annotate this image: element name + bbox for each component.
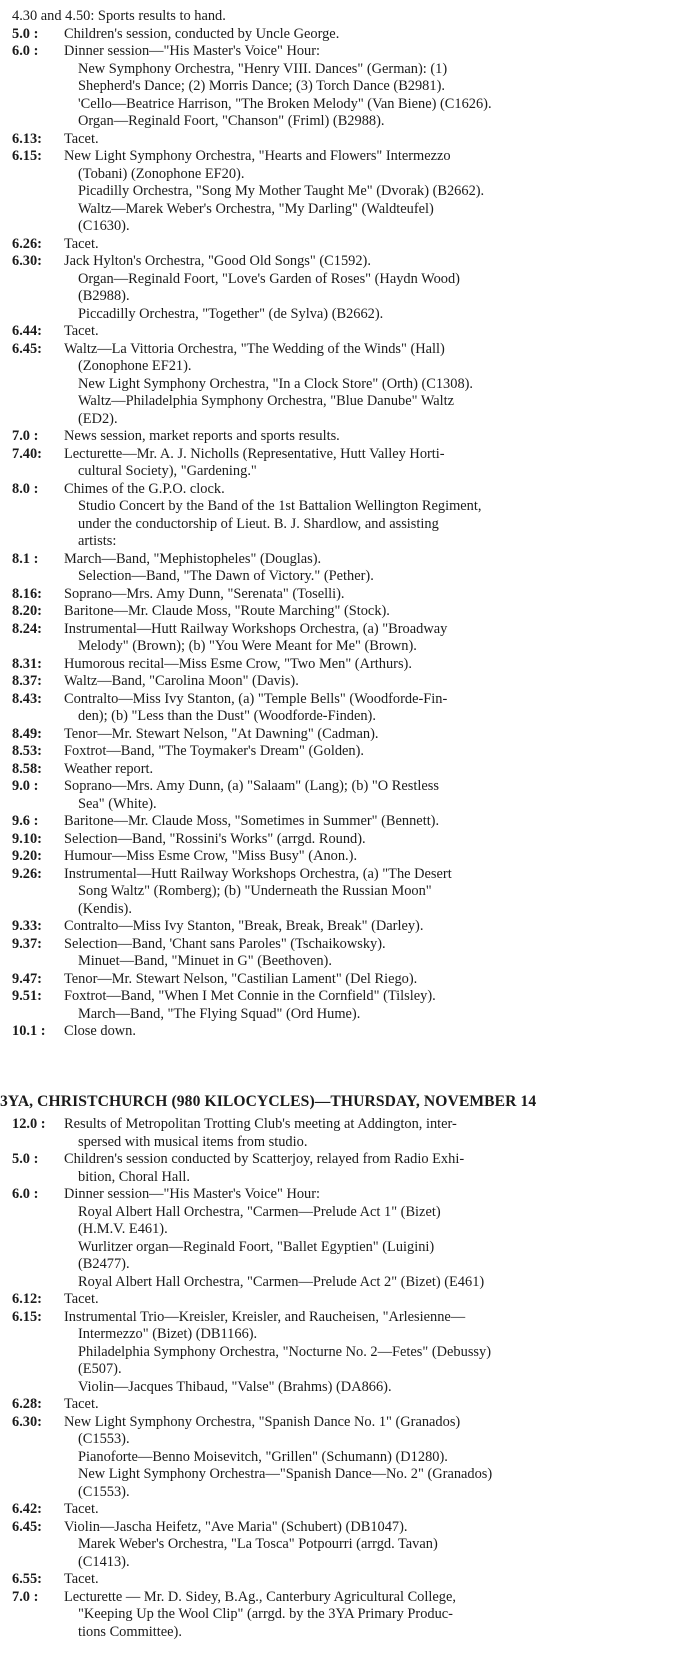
station-heading: 3YA, CHRISTCHURCH (980 KILOCYCLES)—THURSDAY, NOVEMBER 14: [0, 1093, 537, 1110]
time-label: 6.30:: [12, 253, 42, 269]
program-entry: [12, 1309, 690, 1397]
program-line: Children's session, conducted by Uncle George.: [64, 25, 340, 42]
program-entry: [12, 778, 690, 813]
program-line: News session, market reports and sports results.: [64, 428, 340, 444]
program-line: (E507).: [78, 1361, 122, 1377]
wellington-program: [12, 8, 690, 1041]
program-line: under the conductorship of Lieut. B. J. Shardlow, and assisting: [78, 515, 439, 532]
program-entry: [12, 761, 690, 779]
time-label: 6.13:: [12, 130, 42, 147]
time-label: 6.0 :: [12, 1186, 39, 1202]
program-line: Pianoforte—Benno Moisevitch, "Grillen" (Schumann) (D1280).: [78, 1448, 448, 1465]
christchurch-program: [12, 1116, 690, 1641]
program-line: tions Committee).: [78, 1623, 182, 1640]
time-label: 10.1 :: [12, 1023, 46, 1039]
time-label: 8.37:: [12, 673, 42, 689]
program-line: Selection—Band, 'Chant sans Paroles" (Tschaikowsky).: [64, 935, 386, 952]
program-line: New Light Symphony Orchestra, "Spanish Dance No. 1" (Granados): [64, 1413, 461, 1430]
program-line: Lecturette—Mr. A. J. Nicholls (Representative, Hutt Valley Horti-: [64, 445, 445, 462]
program-line: (B2477).: [78, 1256, 130, 1272]
program-line: 'Cello—Beatrice Harrison, "The Broken Melody" (Van Biene) (C1626).: [78, 95, 492, 112]
program-line: Tacet.: [64, 323, 99, 339]
time-label: 5.0 :: [12, 25, 39, 42]
program-entry: [12, 43, 690, 131]
program-line: (C1630).: [78, 218, 130, 234]
program-entry: [12, 1186, 690, 1291]
program-line: Foxtrot—Band, "The Toymaker's Dream" (Golden).: [64, 743, 365, 759]
program-line: Dinner session—"His Master's Voice" Hour:: [64, 1186, 321, 1202]
program-line: (Tobani) (Zonophone EF20).: [78, 165, 245, 182]
program-line: Violin—Jacques Thibaud, "Valse" (Brahms) (DA866).: [78, 1378, 392, 1395]
time-label: 6.42:: [12, 1501, 42, 1517]
program-entry: [12, 1116, 690, 1151]
program-line: Tacet.: [64, 130, 99, 147]
time-label: 8.58:: [12, 760, 42, 777]
program-line: Royal Albert Hall Orchestra, "Carmen—Prelude Act 1" (Bizet): [78, 1203, 441, 1220]
time-label: 9.26:: [12, 865, 42, 882]
program-entry: [12, 831, 690, 849]
program-line: Song Waltz" (Romberg); (b) "Underneath the Russian Moon": [78, 883, 432, 899]
program-line: Tacet.: [64, 1501, 99, 1517]
program-entry: [12, 726, 690, 744]
program-entry: [12, 428, 690, 446]
program-line: Marek Weber's Orchestra, "La Tosca" Potpourri (arrgd. Tavan): [78, 1536, 438, 1552]
time-label: 9.0 :: [12, 778, 39, 794]
program-line: Organ—Reginald Foort, "Chanson" (Friml) (B2988).: [78, 113, 385, 129]
time-label: 8.16:: [12, 585, 42, 602]
time-label: 6.30:: [12, 1413, 42, 1430]
program-line: Wurlitzer organ—Reginald Foort, "Ballet Egyptien" (Luigini): [78, 1238, 435, 1255]
program-line: 4.30 and 4.50: Sports results to hand.: [12, 8, 226, 24]
program-line: Close down.: [64, 1023, 136, 1039]
program-line: (Zonophone EF21).: [78, 358, 192, 374]
program-line: Instrumental—Hutt Railway Workshops Orchestra, (a) "Broadway: [64, 620, 448, 637]
program-line: Contralto—Miss Ivy Stanton, (a) "Temple Bells" (Woodforde-Fin-: [64, 690, 448, 707]
program-line: Instrumental—Hutt Railway Workshops Orchestra, (a) "The Desert: [64, 865, 452, 882]
program-entry: [12, 673, 690, 691]
program-line: Intermezzo" (Bizet) (DB1166).: [78, 1326, 258, 1342]
program-line: Lecturette — Mr. D. Sidey, B.Ag., Canterbury Agricultural College,: [64, 1588, 456, 1605]
program-line: March—Band, "Mephistopheles" (Douglas).: [64, 550, 322, 567]
program-entry: [12, 253, 690, 323]
program-entry: [12, 481, 690, 551]
time-label: 9.6 :: [12, 813, 39, 829]
program-entry: [12, 1571, 690, 1589]
time-label: 7.40:: [12, 445, 42, 462]
program-line: Royal Albert Hall Orchestra, "Carmen—Prelude Act 2" (Bizet) (E461): [78, 1273, 485, 1290]
program-entry: [12, 236, 690, 254]
time-label: 12.0 :: [12, 1116, 46, 1132]
program-line: (C1553).: [78, 1483, 130, 1500]
time-label: 5.0 :: [12, 1151, 39, 1167]
time-label: 8.49:: [12, 725, 42, 742]
time-label: 8.1 :: [12, 550, 39, 567]
program-entry: [12, 1023, 690, 1041]
time-label: 7.0 :: [12, 428, 39, 444]
program-entry: [12, 1589, 690, 1642]
program-entry: [12, 971, 690, 989]
program-line: Picadilly Orchestra, "Song My Mother Taught Me" (Dvorak) (B2662).: [78, 183, 485, 199]
time-label: 8.20:: [12, 603, 42, 619]
program-entry: [12, 148, 690, 236]
program-entry: [12, 1396, 690, 1414]
program-line: Humorous recital—Miss Esme Crow, "Two Men" (Arthurs).: [64, 655, 412, 672]
program-entry: [12, 1501, 690, 1519]
time-label: 6.44:: [12, 323, 42, 339]
program-line: (C1553).: [78, 1431, 130, 1447]
program-line: Tacet.: [64, 1396, 99, 1412]
program-line: Soprano—Mrs. Amy Dunn, (a) "Salaam" (Lang); (b) "O Restless: [64, 778, 439, 794]
program-line: Instrumental Trio—Kreisler, Kreisler, and Raucheisen, "Arlesienne—: [64, 1308, 466, 1325]
program-line: Sea" (White).: [78, 795, 157, 812]
program-line: Tacet.: [64, 1291, 99, 1307]
program-line: Dinner session—"His Master's Voice" Hour:: [64, 43, 321, 59]
program-line: Jack Hylton's Orchestra, "Good Old Songs" (C1592).: [64, 253, 371, 269]
program-line: Baritone—Mr. Claude Moss, "Route Marching" (Stock).: [64, 603, 390, 619]
program-line: Waltz—Philadelphia Symphony Orchestra, "Blue Danube" Waltz: [78, 393, 455, 409]
program-line: (C1413).: [78, 1553, 130, 1570]
program-line: Tacet.: [64, 1571, 99, 1587]
program-entry: [12, 988, 690, 1023]
program-line: New Light Symphony Orchestra, "In a Clock Store" (Orth) (C1308).: [78, 375, 474, 392]
program-line: Soprano—Mrs. Amy Dunn, "Serenata" (Toselli).: [64, 585, 345, 602]
program-entry: [12, 848, 690, 866]
program-line: Selection—Band, "The Dawn of Victory." (Pether).: [78, 568, 374, 584]
program-entry: [12, 131, 690, 149]
program-line: Philadelphia Symphony Orchestra, "Nocturne No. 2—Fetes" (Debussy): [78, 1343, 492, 1360]
program-line: New Light Symphony Orchestra—"Spanish Dance—No. 2" (Granados): [78, 1466, 493, 1482]
program-entry: [12, 603, 690, 621]
program-entry: [12, 936, 690, 971]
program-entry: [12, 621, 690, 656]
program-line: New Symphony Orchestra, "Henry VIII. Dances" (German): (1): [78, 60, 448, 77]
program-entry: [12, 1519, 690, 1572]
time-label: 8.24:: [12, 620, 42, 637]
program-entry: [12, 586, 690, 604]
program-entry: [12, 26, 690, 44]
program-line: Organ—Reginald Foort, "Love's Garden of Roses" (Haydn Wood): [78, 270, 460, 287]
program-entry: [12, 341, 690, 429]
program-line: Selection—Band, "Rossini's Works" (arrgd. Round).: [64, 830, 366, 847]
program-line: Tenor—Mr. Stewart Nelson, "At Dawning" (Cadman).: [64, 725, 379, 742]
program-line: Waltz—La Vittoria Orchestra, "The Wedding of the Winds" (Hall): [64, 340, 445, 357]
program-line: Tacet.: [64, 235, 99, 252]
program-line: March—Band, "The Flying Squad" (Ord Hume).: [78, 1005, 361, 1022]
program-entry: [12, 446, 690, 481]
program-entry: [12, 866, 690, 919]
program-entry: [12, 551, 690, 586]
program-entry: [12, 743, 690, 761]
time-label: 8.53:: [12, 743, 42, 759]
program-entry: [12, 691, 690, 726]
program-line: (H.M.V. E461).: [78, 1221, 168, 1237]
program-line: "Keeping Up the Wool Clip" (arrgd. by the 3YA Primary Produc-: [78, 1606, 453, 1622]
program-entry: [12, 918, 690, 936]
program-line: Minuet—Band, "Minuet in G" (Beethoven).: [78, 953, 332, 969]
time-label: 9.10:: [12, 830, 42, 847]
program-line: Waltz—Marek Weber's Orchestra, "My Darling" (Waldteufel): [78, 200, 434, 217]
program-line: Tenor—Mr. Stewart Nelson, "Castilian Lament" (Del Riego).: [64, 970, 418, 987]
program-line: Contralto—Miss Ivy Stanton, "Break, Break, Break" (Darley).: [64, 918, 424, 934]
time-label: 9.33:: [12, 918, 42, 934]
time-label: 9.20:: [12, 848, 42, 864]
time-label: 7.0 :: [12, 1588, 39, 1605]
time-label: 6.55:: [12, 1571, 42, 1587]
program-line: Melody" (Brown); (b) "You Were Meant for Me" (Brown).: [78, 638, 417, 654]
time-label: 6.0 :: [12, 43, 39, 59]
time-label: 6.45:: [12, 1518, 42, 1535]
program-line: den); (b) "Less than the Dust" (Woodforde-Finden).: [78, 708, 376, 724]
program-line: Foxtrot—Band, "When I Met Connie in the Cornfield" (Tilsley).: [64, 988, 436, 1004]
program-line: Shepherd's Dance; (2) Morris Dance; (3) Torch Dance (B2981).: [78, 78, 445, 94]
program-entry: [12, 656, 690, 674]
program-line: Baritone—Mr. Claude Moss, "Sometimes in Summer" (Bennett).: [64, 813, 440, 829]
program-line: Studio Concert by the Band of the 1st Battalion Wellington Regiment,: [78, 498, 482, 514]
time-label: 6.15:: [12, 148, 42, 164]
program-line: (ED2).: [78, 410, 118, 427]
time-label: 9.47:: [12, 970, 42, 987]
time-label: 6.12:: [12, 1291, 42, 1307]
program-line: Waltz—Band, "Carolina Moon" (Davis).: [64, 673, 299, 689]
time-label: 8.31:: [12, 655, 42, 672]
time-label: 9.37:: [12, 935, 42, 952]
program-line: artists:: [78, 533, 117, 549]
program-entry: [12, 1291, 690, 1309]
program-line: cultural Society), "Gardening.": [78, 463, 257, 479]
program-line: Children's session conducted by Scatterjoy, relayed from Radio Exhi-: [64, 1151, 465, 1167]
program-entry: [12, 1151, 690, 1186]
program-entry: [12, 323, 690, 341]
time-label: 6.45:: [12, 340, 42, 357]
time-label: 8.43:: [12, 690, 42, 707]
program-line: spersed with musical items from studio.: [78, 1133, 308, 1150]
program-line: (B2988).: [78, 288, 130, 304]
program-line: New Light Symphony Orchestra, "Hearts and Flowers" Intermezzo: [64, 148, 451, 164]
time-label: 8.0 :: [12, 480, 39, 497]
program-line: Weather report.: [64, 760, 154, 777]
program-line: Chimes of the G.P.O. clock.: [64, 480, 225, 497]
program-entry: [12, 8, 690, 26]
time-label: 6.26:: [12, 235, 42, 252]
time-label: 6.28:: [12, 1396, 42, 1412]
program-entry: [12, 813, 690, 831]
program-line: Humour—Miss Esme Crow, "Miss Busy" (Anon.).: [64, 848, 358, 864]
time-label: 9.51:: [12, 988, 42, 1004]
program-line: Results of Metropolitan Trotting Club's meeting at Addington, inter-: [64, 1116, 457, 1132]
program-line: Violin—Jascha Heifetz, "Ave Maria" (Schubert) (DB1047).: [64, 1518, 408, 1535]
program-entry: [12, 1414, 690, 1502]
program-line: bition, Choral Hall.: [78, 1168, 190, 1185]
program-line: Piccadilly Orchestra, "Together" (de Sylva) (B2662).: [78, 305, 384, 322]
program-line: (Kendis).: [78, 900, 132, 917]
time-label: 6.15:: [12, 1308, 42, 1325]
